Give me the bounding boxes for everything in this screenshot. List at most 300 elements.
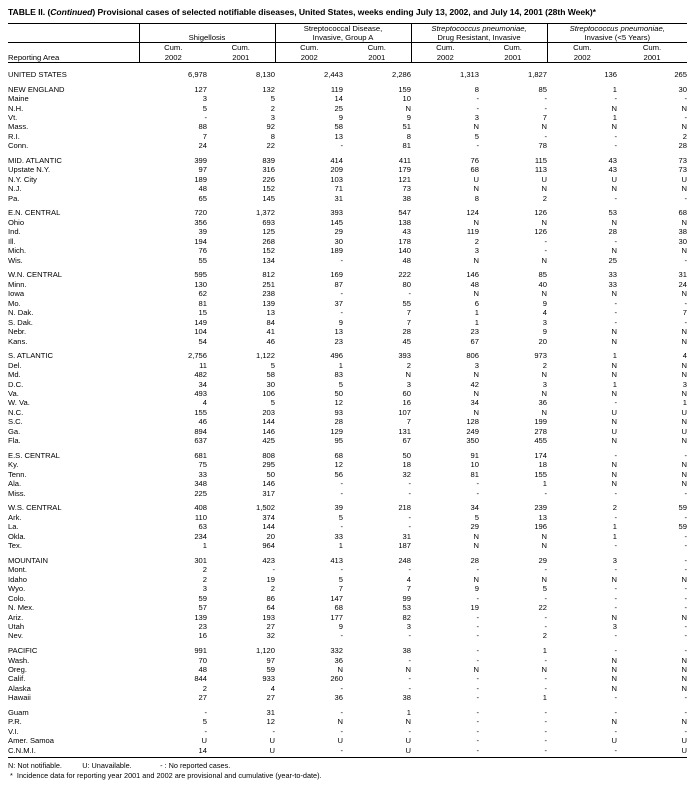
value-cell: 14 [198, 745, 207, 755]
reporting-area-cell: W.N. CENTRAL [8, 270, 63, 280]
value-cell: - [614, 565, 617, 575]
value-cell: - [204, 726, 207, 736]
value-cell: - [544, 674, 547, 684]
value-cell: - [614, 236, 617, 246]
table-header [8, 23, 687, 70]
value-cell: N [611, 683, 617, 693]
table-row [8, 389, 687, 398]
reporting-area-cell: Ariz. [8, 612, 24, 622]
value-cell: 806 [466, 351, 479, 361]
value-cell: 125 [262, 227, 275, 237]
group-line2: Shigellosis [188, 33, 226, 42]
subcol-line1: Cum. [367, 43, 386, 53]
value-cell: 104 [194, 327, 207, 337]
value-cell: 107 [398, 407, 411, 417]
value-cell: 152 [262, 246, 275, 256]
subcol-line1: Cum. [300, 43, 319, 53]
value-cell: 31 [334, 193, 343, 203]
value-cell: 839 [262, 156, 275, 165]
value-cell: 964 [262, 541, 275, 551]
value-cell: N [473, 407, 479, 417]
value-cell: 30 [334, 236, 343, 246]
value-cell: 2 [474, 236, 479, 246]
value-cell: 9 [474, 584, 479, 594]
table-row [8, 165, 687, 174]
reporting-area-cell: P.R. [8, 717, 22, 727]
value-cell: 301 [194, 555, 207, 565]
value-cell: 27 [266, 693, 275, 703]
value-cell: - [204, 707, 207, 717]
value-cell: - [544, 131, 547, 141]
value-cell: - [340, 726, 343, 736]
value-cell: 4 [682, 351, 687, 361]
value-cell: 177 [330, 612, 343, 622]
value-cell: 5 [338, 574, 343, 584]
value-cell: 55 [402, 298, 411, 308]
value-cell: 12 [334, 398, 343, 408]
reporting-area-cell: Pa. [8, 193, 20, 203]
value-cell: 30 [266, 379, 275, 389]
value-cell: 12 [266, 717, 275, 727]
value-cell: 43 [608, 156, 617, 165]
value-cell: 59 [198, 593, 207, 603]
value-cell: U [681, 407, 687, 417]
value-cell: 126 [534, 208, 547, 218]
value-cell: N [541, 388, 547, 398]
value-cell: 73 [678, 165, 687, 175]
subcol-line2: 2002 [573, 52, 591, 62]
value-cell: 62 [198, 289, 207, 299]
reporting-area-cell: S. Dak. [8, 317, 33, 327]
value-cell: 3 [612, 555, 617, 565]
value-cell: 71 [334, 184, 343, 194]
value-cell: 38 [402, 693, 411, 703]
value-cell: N [681, 469, 687, 479]
value-cell: 6,978 [187, 70, 207, 79]
value-cell: 1 [474, 317, 479, 327]
reporting-area-cell: Wis. [8, 255, 23, 265]
value-cell: - [476, 655, 479, 665]
value-cell: 121 [398, 174, 411, 184]
value-cell: 7 [406, 584, 411, 594]
reporting-area-cell: W.S. CENTRAL [8, 503, 62, 513]
value-cell: 43 [402, 227, 411, 237]
reporting-area-cell: MID. ATLANTIC [8, 156, 62, 165]
value-cell: - [684, 621, 687, 631]
value-cell: 13 [334, 327, 343, 337]
value-cell: - [544, 655, 547, 665]
value-cell: 113 [534, 165, 547, 175]
value-cell: - [340, 479, 343, 489]
table-row [8, 361, 687, 370]
value-cell: - [340, 141, 343, 151]
group-line1: Streptococcal Disease, [303, 23, 383, 33]
value-cell: 933 [262, 674, 275, 684]
value-cell: 25 [334, 103, 343, 113]
value-cell: - [614, 693, 617, 703]
value-cell: N [611, 717, 617, 727]
value-cell: 7 [338, 584, 343, 594]
value-cell: 595 [194, 270, 207, 280]
value-cell: N [405, 717, 411, 727]
header-col-shigellosis-2002 [139, 43, 207, 62]
value-cell: 2 [202, 565, 207, 575]
value-cell: U [405, 745, 411, 755]
table-row [8, 556, 687, 565]
value-cell: 1 [612, 379, 617, 389]
value-cell: 720 [194, 208, 207, 218]
value-cell: - [614, 603, 617, 613]
table-row [8, 132, 687, 141]
value-cell: 1,502 [255, 503, 275, 513]
value-cell: 28 [334, 417, 343, 427]
value-cell: - [544, 593, 547, 603]
value-cell: 76 [470, 156, 479, 165]
table-row [8, 327, 687, 336]
value-cell: 73 [678, 156, 687, 165]
value-cell: 45 [402, 336, 411, 346]
value-cell: 97 [266, 655, 275, 665]
value-cell: 75 [198, 460, 207, 470]
value-cell: 81 [470, 469, 479, 479]
value-cell: 894 [194, 426, 207, 436]
value-cell: 13 [334, 131, 343, 141]
value-cell: 64 [266, 603, 275, 613]
value-cell: 68 [334, 450, 343, 460]
value-cell: - [684, 193, 687, 203]
value-cell: 34 [470, 503, 479, 513]
subcol-line2: 2001 [232, 52, 250, 62]
value-cell: 28 [608, 227, 617, 237]
value-cell: 65 [198, 193, 207, 203]
value-cell: 28 [678, 141, 687, 151]
value-cell: 31 [402, 531, 411, 541]
value-cell: N [611, 103, 617, 113]
value-cell: - [544, 683, 547, 693]
value-cell: 411 [398, 156, 411, 165]
reporting-area-cell: Nebr. [8, 327, 27, 337]
value-cell: 24 [678, 279, 687, 289]
value-cell: 4 [406, 574, 411, 584]
value-cell: - [272, 565, 275, 575]
reporting-area-cell: MOUNTAIN [8, 555, 48, 565]
value-cell: N [541, 370, 547, 380]
value-cell: 637 [194, 436, 207, 446]
reporting-area-cell: N.C. [8, 407, 24, 417]
value-cell: U [473, 174, 479, 184]
value-cell: U [611, 407, 617, 417]
footnote-incidence: * Incidence data for reporting year 2001 and 2002 are provisional and cumulative (year-to-date). [8, 770, 322, 780]
value-cell: N [611, 664, 617, 674]
value-cell: - [408, 512, 411, 522]
value-cell: 50 [266, 469, 275, 479]
value-cell: 39 [198, 227, 207, 237]
value-cell: 218 [398, 503, 411, 513]
value-cell: - [408, 565, 411, 575]
value-cell: 50 [334, 388, 343, 398]
value-cell: 222 [398, 270, 411, 280]
value-cell: N [473, 664, 479, 674]
value-cell: N [611, 327, 617, 337]
value-cell: 82 [402, 612, 411, 622]
value-cell: 413 [330, 555, 343, 565]
value-cell: U [611, 426, 617, 436]
table-row [8, 417, 687, 426]
value-cell: 10 [470, 460, 479, 470]
value-cell: 4 [542, 308, 547, 318]
reporting-area-cell: NEW ENGLAND [8, 84, 65, 94]
value-cell: 13 [266, 308, 275, 318]
value-cell: 146 [262, 479, 275, 489]
value-cell: - [476, 646, 479, 656]
value-cell: 92 [266, 122, 275, 132]
value-cell: 248 [398, 555, 411, 565]
table-row [8, 736, 687, 745]
value-cell: - [544, 94, 547, 104]
reporting-area-cell: N.H. [8, 103, 24, 113]
value-cell: - [476, 693, 479, 703]
value-cell: 33 [608, 279, 617, 289]
value-cell: N [541, 289, 547, 299]
value-cell: 81 [198, 298, 207, 308]
value-cell: U [681, 426, 687, 436]
value-cell: - [544, 488, 547, 498]
table-row [8, 299, 687, 308]
value-cell: 134 [262, 255, 275, 265]
value-cell: 1 [406, 707, 411, 717]
value-cell: N [611, 655, 617, 665]
value-cell: N [611, 360, 617, 370]
value-cell: 1,313 [459, 70, 479, 79]
value-cell: 34 [198, 379, 207, 389]
reporting-area-cell: Maine [8, 94, 29, 104]
value-cell: - [614, 298, 617, 308]
value-cell: N [681, 655, 687, 665]
value-cell: 234 [194, 531, 207, 541]
value-cell: 73 [402, 184, 411, 194]
value-cell: 25 [608, 255, 617, 265]
value-cell: - [544, 745, 547, 755]
value-cell: 136 [604, 70, 617, 79]
value-cell: 238 [262, 289, 275, 299]
value-cell: 3 [406, 621, 411, 631]
table-row [8, 256, 687, 265]
value-cell: N [405, 103, 411, 113]
value-cell: N [541, 122, 547, 132]
value-cell: U [611, 174, 617, 184]
table-row [8, 380, 687, 389]
value-cell: 169 [330, 270, 343, 280]
table-row [8, 289, 687, 298]
value-cell: - [340, 631, 343, 641]
group-line2: Invasive, Group A [312, 33, 374, 42]
value-cell: 455 [534, 436, 547, 446]
value-cell: 547 [398, 208, 411, 218]
reporting-area-cell: S. ATLANTIC [8, 351, 54, 361]
value-cell: 482 [194, 370, 207, 380]
value-cell: N [611, 469, 617, 479]
reporting-area-cell: Va. [8, 388, 19, 398]
value-cell: 93 [334, 407, 343, 417]
value-cell: 5 [474, 131, 479, 141]
group-line2: Invasive (<5 Years) [584, 33, 651, 42]
value-cell: U [269, 745, 275, 755]
value-cell: 29 [538, 555, 547, 565]
table-row [8, 451, 687, 460]
value-cell: 38 [402, 646, 411, 656]
value-cell: 145 [262, 193, 275, 203]
value-cell: 127 [194, 84, 207, 94]
value-cell: - [340, 745, 343, 755]
value-cell: 19 [470, 603, 479, 613]
value-cell: 145 [330, 217, 343, 227]
value-cell: - [408, 522, 411, 532]
header-group-row [8, 24, 687, 43]
value-cell: N [473, 217, 479, 227]
reporting-area-cell: Hawaii [8, 693, 31, 703]
value-cell: N [681, 184, 687, 194]
header-col-under5-2002 [547, 43, 617, 62]
table-row [8, 522, 687, 531]
table-row [8, 337, 687, 346]
table-row [8, 184, 687, 193]
value-cell: 22 [266, 141, 275, 151]
value-cell: N [681, 674, 687, 684]
subcol-line2: 2002 [436, 52, 454, 62]
value-cell: N [681, 370, 687, 380]
value-cell: 68 [334, 603, 343, 613]
header-group-strep-pneumo-under5 [547, 24, 687, 43]
value-cell: 56 [334, 469, 343, 479]
header-col-strepa-2001 [343, 43, 411, 62]
reporting-area-cell: Wash. [8, 655, 30, 665]
value-cell: 99 [402, 593, 411, 603]
value-cell: 8 [270, 131, 275, 141]
value-cell: 46 [266, 336, 275, 346]
value-cell: - [544, 612, 547, 622]
value-cell: - [684, 512, 687, 522]
value-cell: 3 [474, 113, 479, 122]
reporting-area-cell: Utah [8, 621, 25, 631]
value-cell: 393 [330, 208, 343, 218]
value-cell: 55 [198, 255, 207, 265]
value-cell: 31 [678, 270, 687, 280]
group-line2: Drug Resistant, Invasive [437, 33, 521, 42]
value-cell: - [272, 726, 275, 736]
reporting-area-cell: N.J. [8, 184, 22, 194]
value-cell: 36 [538, 398, 547, 408]
value-cell: 3 [202, 94, 207, 104]
value-cell: 131 [398, 426, 411, 436]
title-prefix: TABLE II. ( [8, 7, 51, 17]
value-cell: - [684, 707, 687, 717]
value-cell: 2 [542, 360, 547, 370]
value-cell: N [611, 184, 617, 194]
reporting-area-cell: C.N.M.I. [8, 745, 36, 755]
value-cell: 33 [198, 469, 207, 479]
value-cell: N [405, 370, 411, 380]
subcol-line1: Cum. [436, 43, 455, 53]
reporting-area-cell: R.I. [8, 131, 20, 141]
value-cell: 129 [330, 426, 343, 436]
subcol-line2: 2001 [643, 52, 661, 62]
value-cell: N [405, 664, 411, 674]
value-cell: - [408, 479, 411, 489]
value-cell: N [681, 479, 687, 489]
table-row [8, 575, 687, 584]
value-cell: 32 [266, 631, 275, 641]
table-row [8, 280, 687, 289]
value-cell: N [611, 217, 617, 227]
reporting-area-cell: Ohio [8, 217, 25, 227]
value-cell: 1 [612, 531, 617, 541]
value-cell: 53 [402, 603, 411, 613]
value-cell: 3 [474, 360, 479, 370]
value-cell: - [476, 683, 479, 693]
value-cell: U [541, 174, 547, 184]
value-cell: - [684, 693, 687, 703]
table-row [8, 603, 687, 612]
value-cell: N [611, 574, 617, 584]
value-cell: 155 [194, 407, 207, 417]
value-cell: 13 [538, 512, 547, 522]
value-cell: 48 [198, 664, 207, 674]
value-cell: - [614, 593, 617, 603]
reporting-area-cell: Okla. [8, 531, 26, 541]
value-cell: - [614, 726, 617, 736]
value-cell: 70 [198, 655, 207, 665]
reporting-area-cell: PACIFIC [8, 646, 38, 656]
reporting-area-cell: S.C. [8, 417, 23, 427]
value-cell: N [681, 664, 687, 674]
table-body [8, 70, 687, 755]
reporting-area-cell: Ark. [8, 512, 22, 522]
value-cell: 146 [466, 270, 479, 280]
value-cell: 1,122 [255, 351, 275, 361]
value-cell: 12 [334, 460, 343, 470]
value-cell: 36 [334, 655, 343, 665]
value-cell: - [614, 745, 617, 755]
value-cell: 110 [194, 512, 207, 522]
footnote-legend: N: Not notifiable. U: Unavailable. - : No reported cases. [8, 760, 231, 770]
value-cell: 29 [470, 522, 479, 532]
value-cell: - [684, 317, 687, 327]
value-cell: 3 [682, 379, 687, 389]
value-cell: 27 [198, 693, 207, 703]
value-cell: N [541, 407, 547, 417]
value-cell: 1 [338, 360, 343, 370]
reporting-area-cell: Minn. [8, 279, 27, 289]
value-cell: 84 [266, 317, 275, 327]
value-cell: 693 [262, 217, 275, 227]
value-cell: - [544, 103, 547, 113]
title-continued: Continued [50, 7, 93, 17]
value-cell: - [684, 298, 687, 308]
table-row [8, 460, 687, 469]
table-row [8, 470, 687, 479]
value-cell: N [681, 574, 687, 584]
value-cell: 54 [198, 336, 207, 346]
reporting-area-cell: Ky. [8, 460, 19, 470]
value-cell: 203 [262, 407, 275, 417]
table-row [8, 246, 687, 255]
value-cell: 178 [398, 236, 411, 246]
reporting-area-cell: V.I. [8, 726, 19, 736]
value-cell: 86 [266, 593, 275, 603]
subcol-line1: Cum. [642, 43, 662, 53]
reporting-area-cell: Amer. Samoa [8, 736, 55, 746]
value-cell: 414 [330, 156, 343, 165]
